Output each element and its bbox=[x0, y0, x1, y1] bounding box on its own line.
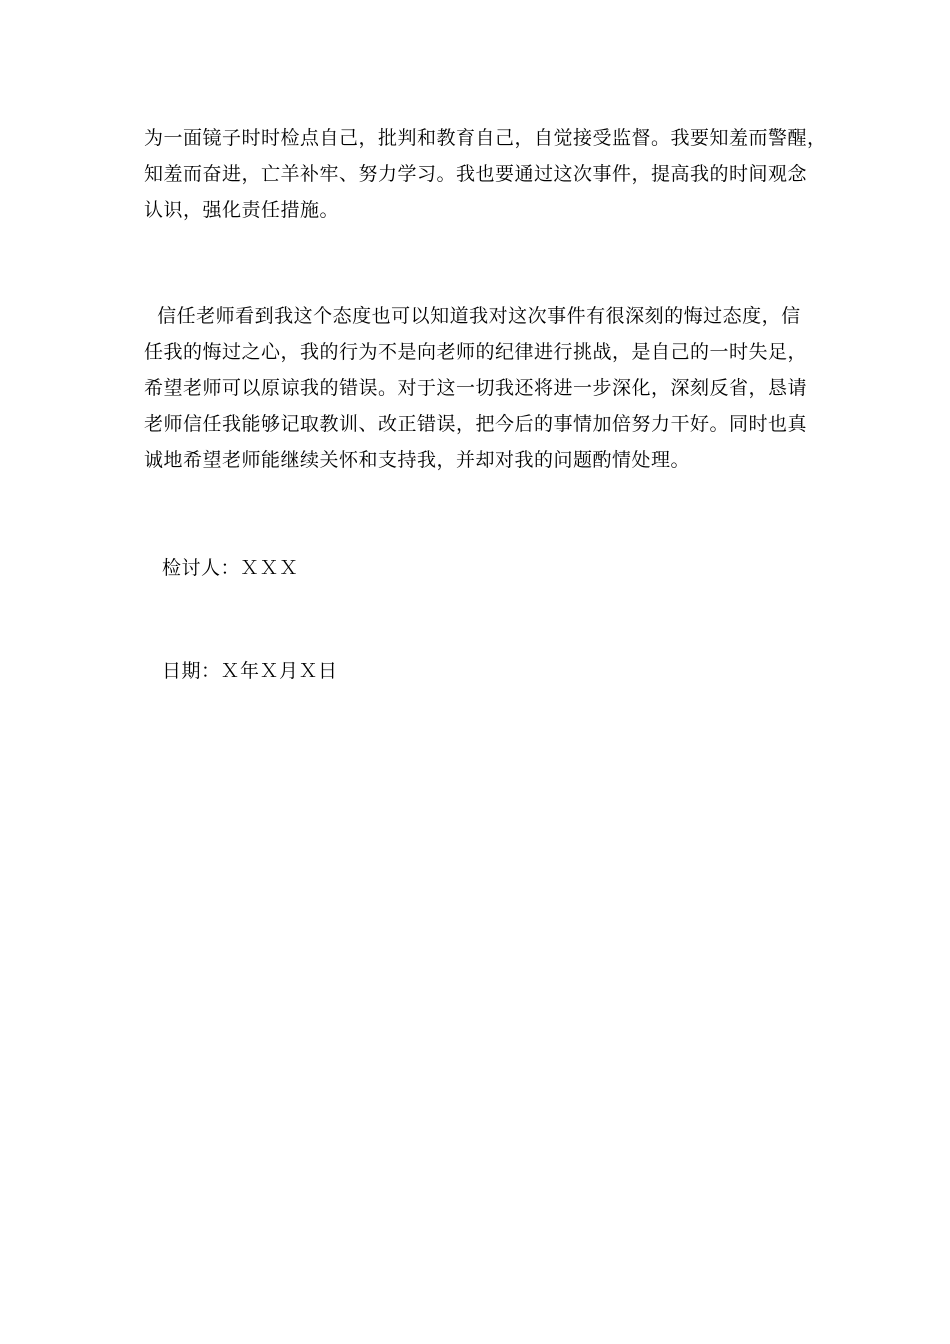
paragraph-1-line-1: 为一面镜子时时检点自己，批判和教育自己，自觉接受监督。我要知羞而警醒， bbox=[144, 127, 827, 149]
paragraph-2 bbox=[144, 298, 808, 478]
paragraph-1 bbox=[144, 120, 827, 228]
signature-line: 检讨人：ＸＸＸ bbox=[162, 557, 299, 579]
paragraph-2-line-5: 诚地希望老师能继续关怀和支持我，并却对我的问题酌情处理。 bbox=[144, 449, 691, 471]
paragraph-2-line-2: 任我的悔过之心，我的行为不是向老师的纪律进行挑战，是自己的一时失足， bbox=[144, 341, 808, 363]
paragraph-2-line-3: 希望老师可以原谅我的错误。对于这一切我还将进一步深化，深刻反省，恳请 bbox=[144, 377, 808, 399]
paragraph-1-line-2: 知羞而奋进，亡羊补牢、努力学习。我也要通过这次事件，提高我的时间观念 bbox=[144, 163, 808, 185]
paragraph-2-line-1: 信任老师看到我这个态度也可以知道我对这次事件有很深刻的悔过态度，信 bbox=[144, 305, 801, 327]
date-line: 日期：Ｘ年Ｘ月Ｘ日 bbox=[162, 660, 338, 682]
paragraph-2-line-4: 老师信任我能够记取教训、改正错误，把今后的事情加倍努力干好。同时也真 bbox=[144, 413, 808, 435]
paragraph-1-line-3: 认识，强化责任措施。 bbox=[144, 199, 340, 221]
